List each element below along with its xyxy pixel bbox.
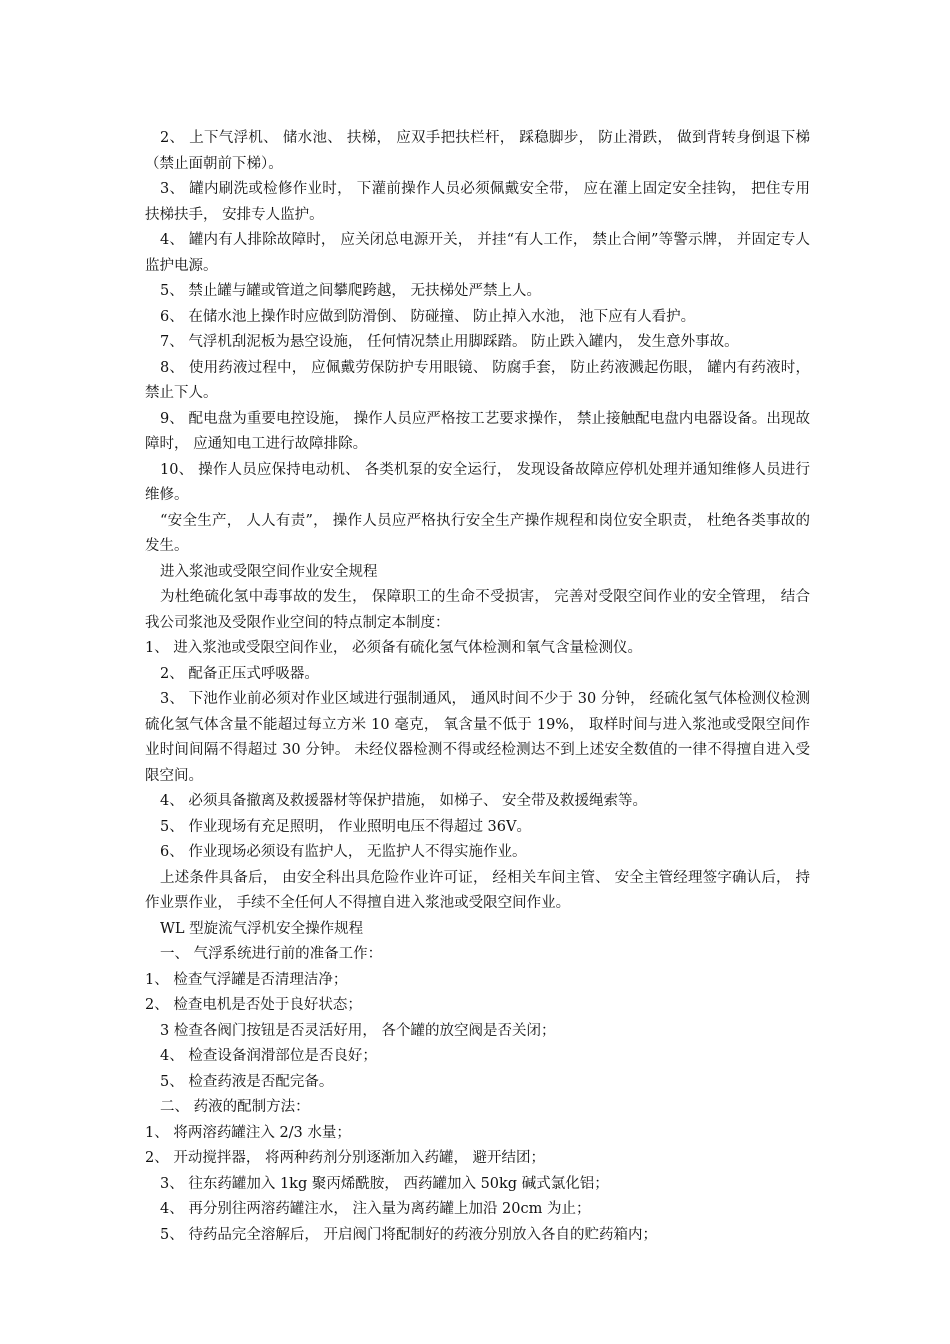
paragraph: 3、 往东药罐加入 1kg 聚丙烯酰胺， 西药罐加入 50kg 碱式氯化铝；: [160, 1175, 609, 1192]
paragraph: 6、 作业现场必须设有监护人， 无监护人不得实施作业。: [160, 844, 527, 860]
paragraph: 3 检查各阀门按钮是否灵活好用， 各个罐的放空阀是否关闭；: [160, 1022, 556, 1039]
paragraph: 5、 禁止罐与罐或管道之间攀爬跨越， 无扶梯处严禁上人。: [160, 283, 541, 299]
paragraph: 3、 罐内刷洗或检修作业时， 下灌前操作人员必须佩戴安全带， 应在灌上固定安全挂钩， 把住专用扶梯扶手， 安排专人监护。: [145, 181, 810, 223]
paragraph: 4、 罐内有人排除故障时， 应关闭总电源开关， 并挂“有人工作， 禁止合闸”等警示牌， 并固定专人监护电源。: [145, 232, 810, 274]
paragraph: 上述条件具备后， 由安全科出具危险作业许可证， 经相关车间主管、 安全主管经理签字确认后， 持作业票作业， 手续不全任何人不得擅自进入浆池或受限空间作业。: [145, 869, 810, 911]
paragraph: 5、 检查药液是否配完备。: [160, 1073, 334, 1090]
paragraph: 4、 再分别往两溶药罐注水， 注入量为离药罐上加沿 20cm 为止；: [160, 1201, 591, 1217]
paragraph: “安全生产， 人人有责”， 操作人员应严格执行安全生产操作规程和岗位安全职责， 杜绝各类事故的发生。: [145, 512, 810, 554]
paragraph: 4、 检查设备润滑部位是否良好；: [160, 1048, 377, 1064]
paragraph: 2、 上下气浮机、 储水池、 扶梯， 应双手把扶栏杆， 踩稳脚步， 防止滑跌， 做到背转身倒退下梯（禁止面朝前下梯）。: [145, 130, 810, 172]
paragraph: 9、 配电盘为重要电控设施， 操作人员应严格按工艺要求操作， 禁止接触配电盘内电器设备。出现故障时， 应通知电工进行故障排除。: [145, 410, 810, 452]
paragraph: 进入浆池或受限空间作业安全规程: [160, 563, 378, 580]
paragraph: 2、 配备正压式呼吸器。: [160, 665, 319, 682]
paragraph: 8、 使用药液过程中， 应佩戴劳保防护专用眼镜、 防腐手套， 防止药液溅起伤眼， 罐内有药液时， 禁止下人。: [145, 359, 810, 401]
paragraph: 2、 检查电机是否处于良好状态；: [145, 997, 362, 1013]
paragraph: 7、 气浮机刮泥板为悬空设施， 任何情况禁止用脚踩踏。 防止跌入罐内， 发生意外事故。: [160, 334, 739, 350]
paragraph: 二、 药液的配制方法：: [160, 1099, 310, 1115]
paragraph: WL 型旋流气浮机安全操作规程: [160, 920, 364, 937]
document-body: [145, 126, 810, 1248]
paragraph: 5、 作业现场有充足照明， 作业照明电压不得超过 36V。: [160, 818, 531, 835]
paragraph: 6、 在储水池上操作时应做到防滑倒、 防碰撞、 防止掉入水池， 池下应有人看护。: [160, 308, 696, 325]
paragraph: 4、 必须具备撤离及救援器材等保护措施， 如梯子、 安全带及救援绳索等。: [160, 793, 648, 809]
paragraph: 1、 检查气浮罐是否清理洁净；: [145, 971, 348, 988]
paragraph: 3、 下池作业前必须对作业区域进行强制通风， 通风时间不少于 30 分钟， 经硫化氢气体检测仪检测硫化氢气体含量不能超过每立方米 10 毫克， 氧含量不低于 19%， 取样时间与进入浆池或受限空间作业时间间隔不得超过 30 分钟。 未经仪器检测不得或经检测达不到上述安全数值的一律不得擅自进入受限空间。: [145, 691, 810, 784]
paragraph: 1、 将两溶药罐注入 2/3 水量；: [145, 1124, 351, 1141]
paragraph: 5、 待药品完全溶解后， 开启阀门将配制好的药液分别放入各自的贮药箱内；: [160, 1226, 657, 1243]
paragraph: 1、 进入浆池或受限空间作业， 必须备有硫化氢气体检测和氧气含量检测仪。: [145, 640, 642, 656]
paragraph: 2、 开动搅拌器， 将两种药剂分别逐渐加入药罐， 避开结团；: [145, 1150, 546, 1166]
paragraph: 为杜绝硫化氢中毒事故的发生， 保障职工的生命不受损害， 完善对受限空间作业的安全管理， 结合我公司浆池及受限作业空间的特点制定本制度：: [145, 589, 810, 631]
paragraph: 10、 操作人员应保持电动机、 各类机泵的安全运行， 发现设备故障应停机处理并通知维修人员进行维修。: [145, 461, 810, 503]
paragraph: 一、 气浮系统进行前的准备工作：: [160, 946, 383, 962]
